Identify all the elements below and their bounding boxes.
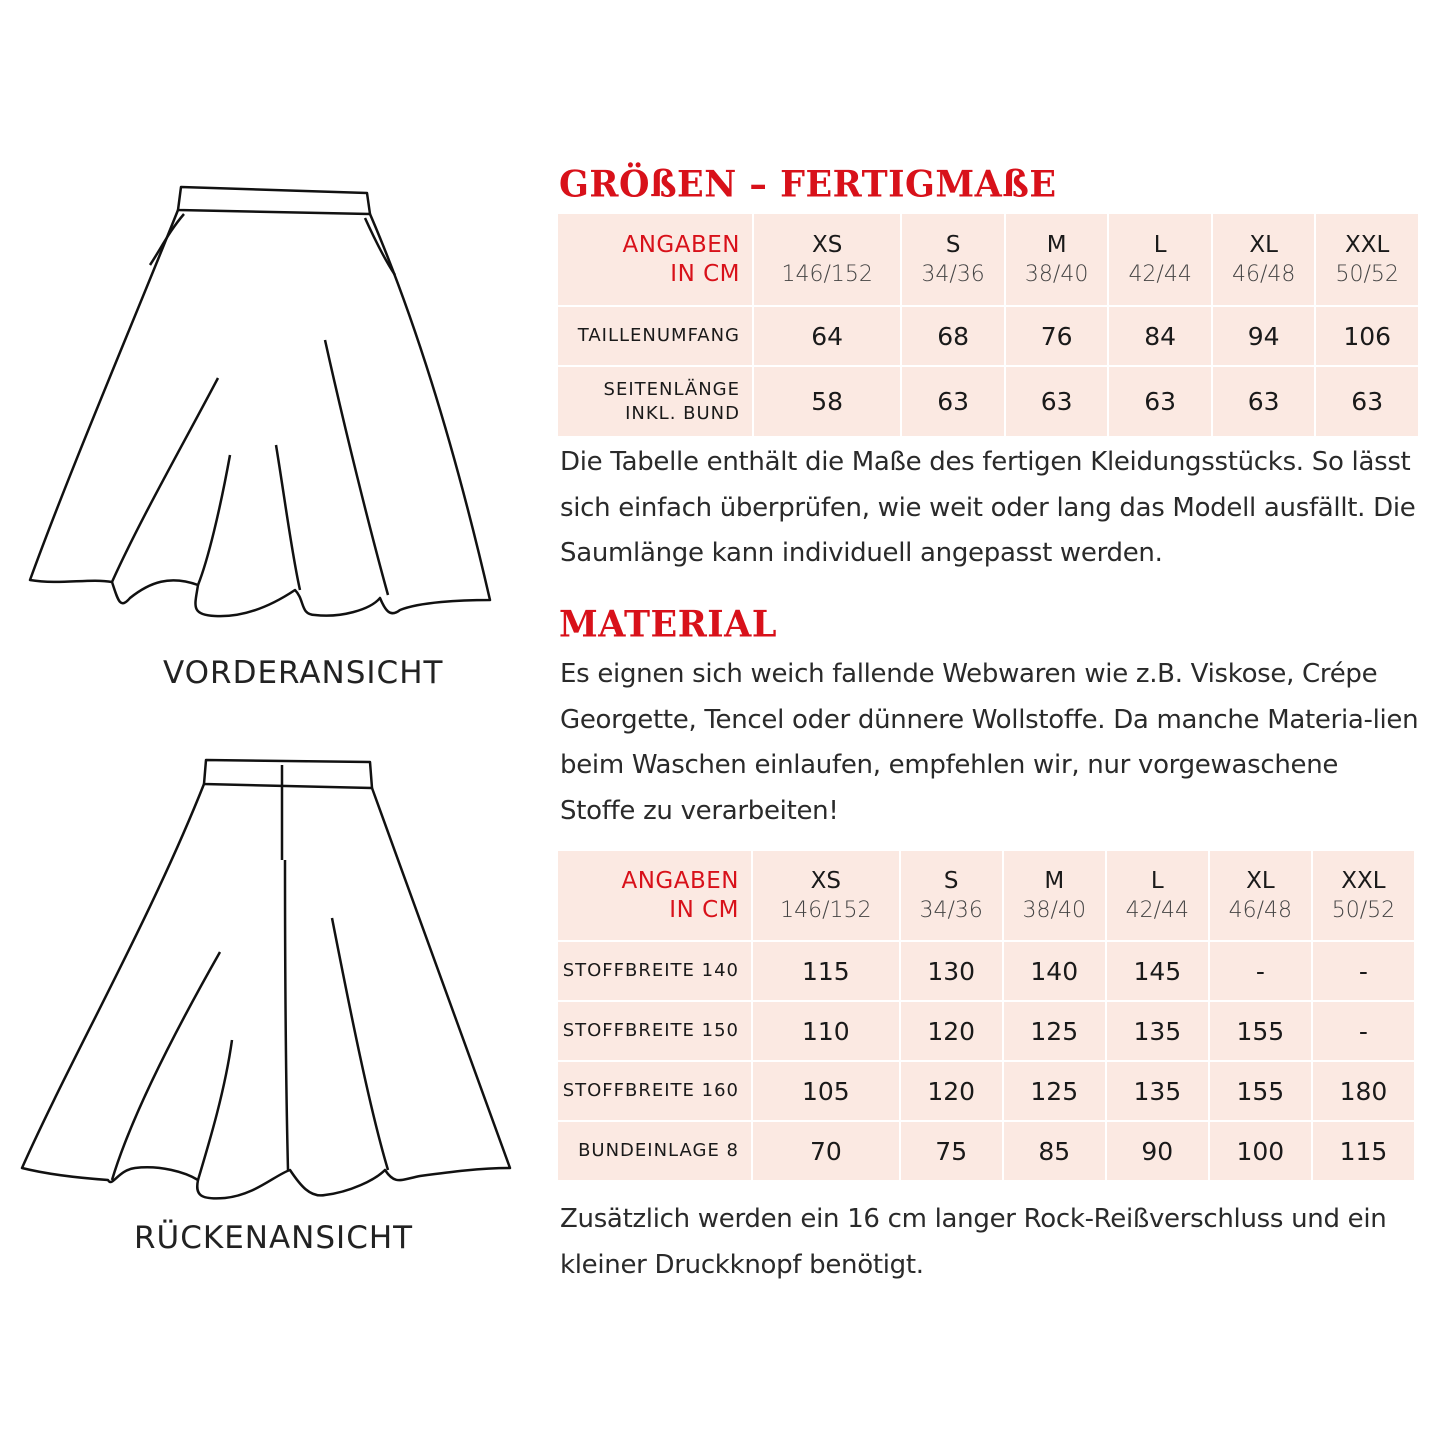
size-header <box>1107 851 1208 940</box>
skirt-front-illustration <box>0 170 520 630</box>
row-label: STOFFBREITE 140 <box>558 942 751 1000</box>
row-label <box>558 367 752 436</box>
size-range: 42/44 <box>1128 261 1192 287</box>
size-header <box>753 851 899 940</box>
size-range: 146/152 <box>781 261 873 287</box>
finished-measurements-table <box>556 212 1420 438</box>
material-note: Zusätzlich werden ein 16 cm langer Rock-Reißverschluss und ein kleiner Druckknopf benötigt. <box>560 1204 1387 1280</box>
cell: 64 <box>754 307 900 365</box>
size-range: 146/152 <box>780 897 872 923</box>
table-row <box>558 942 1414 1000</box>
row-label: STOFFBREITE 160 <box>558 1062 751 1120</box>
size-range: 50/52 <box>1331 897 1396 923</box>
skirt-back-illustration <box>0 740 520 1210</box>
cell: 76 <box>1006 307 1108 365</box>
cell: 140 <box>1004 942 1105 1000</box>
size-name: XL <box>1246 867 1275 894</box>
size-name: XXL <box>1341 867 1386 894</box>
cell: 63 <box>1316 367 1418 436</box>
back-view-caption: RÜCKENANSICHT <box>134 1220 414 1256</box>
cell: 110 <box>753 1002 899 1060</box>
size-name: L <box>1150 867 1164 894</box>
cell: 68 <box>902 307 1004 365</box>
size-range: 46/48 <box>1228 897 1293 923</box>
sizes-heading: GRÖßEN – FERTIGMAßE <box>559 162 1057 207</box>
size-name: XXL <box>1345 231 1390 258</box>
cell: 155 <box>1210 1062 1311 1120</box>
cell: 155 <box>1210 1002 1311 1060</box>
cell: 63 <box>902 367 1004 436</box>
units-label-line: IN CM <box>669 896 739 923</box>
table-row <box>558 1122 1414 1180</box>
size-range: 34/36 <box>921 261 985 287</box>
size-range: 50/52 <box>1335 261 1399 287</box>
cell: 63 <box>1213 367 1315 436</box>
table-row <box>558 307 1418 365</box>
size-header <box>1004 851 1105 940</box>
size-name: XL <box>1249 231 1278 258</box>
size-name: XS <box>812 231 843 258</box>
cell: 180 <box>1313 1062 1414 1120</box>
row-label-line: INKL. BUND <box>625 402 740 424</box>
cell: 125 <box>1004 1002 1105 1060</box>
size-name: L <box>1153 231 1167 258</box>
size-name: M <box>1044 867 1065 894</box>
cell: 94 <box>1213 307 1315 365</box>
row-label-line: SEITENLÄNGE <box>603 378 740 400</box>
cell: 85 <box>1004 1122 1105 1180</box>
size-header <box>754 214 900 305</box>
cell: 75 <box>901 1122 1002 1180</box>
units-label-line: ANGABEN <box>622 231 740 258</box>
table-row <box>558 367 1418 436</box>
cell: 105 <box>753 1062 899 1120</box>
cell: - <box>1210 942 1311 1000</box>
units-label <box>558 851 751 940</box>
cell: 145 <box>1107 942 1208 1000</box>
size-header <box>901 851 1002 940</box>
size-header <box>1213 214 1315 305</box>
cell: 120 <box>901 1062 1002 1120</box>
size-header <box>1210 851 1311 940</box>
size-header <box>1006 214 1108 305</box>
cell: 90 <box>1107 1122 1208 1180</box>
size-header <box>1313 851 1414 940</box>
cell: - <box>1313 942 1414 1000</box>
row-label: TAILLENUMFANG <box>558 307 752 365</box>
material-text: Es eignen sich weich fallende Webwaren wie z.B. Viskose, Crépe Georgette, Tencel oder dünnere Wollstoffe. Da manche Materia-lien beim Waschen einlaufen, empfehlen wir, nur vorgewaschene Stoffe zu verarbeiten! <box>560 659 1419 826</box>
units-label-line: ANGABEN <box>621 867 739 894</box>
table-row <box>558 1002 1414 1060</box>
units-label-line: IN CM <box>670 260 740 287</box>
table-header-row <box>558 214 1418 305</box>
cell: 63 <box>1109 367 1211 436</box>
cell: 70 <box>753 1122 899 1180</box>
size-name: S <box>945 231 961 258</box>
size-range: 38/40 <box>1022 897 1086 923</box>
size-range: 34/36 <box>919 897 983 923</box>
table-header-row <box>558 851 1414 940</box>
cell: 135 <box>1107 1062 1208 1120</box>
cell: 58 <box>754 367 900 436</box>
cell: - <box>1313 1002 1414 1060</box>
row-label: BUNDEINLAGE 8 <box>558 1122 751 1180</box>
cell: 100 <box>1210 1122 1311 1180</box>
cell: 130 <box>901 942 1002 1000</box>
cell: 63 <box>1006 367 1108 436</box>
size-name: M <box>1046 231 1067 258</box>
units-label <box>558 214 752 305</box>
size-name: XS <box>810 867 842 894</box>
size-header <box>1316 214 1418 305</box>
sizes-note: Die Tabelle enthält die Maße des fertigen Kleidungsstücks. So lässt sich einfach überprüfen, wie weit oder lang das Modell ausfällt. Die Saumlänge kann individuell angepasst werden. <box>560 447 1416 568</box>
size-header <box>902 214 1004 305</box>
material-heading: MATERIAL <box>559 602 777 647</box>
cell: 125 <box>1004 1062 1105 1120</box>
cell: 120 <box>901 1002 1002 1060</box>
row-label: STOFFBREITE 150 <box>558 1002 751 1060</box>
front-view-caption: VORDERANSICHT <box>163 655 444 691</box>
table-row <box>558 1062 1414 1120</box>
cell: 115 <box>1313 1122 1414 1180</box>
cell: 115 <box>753 942 899 1000</box>
size-name: S <box>943 867 959 894</box>
cell: 135 <box>1107 1002 1208 1060</box>
cell: 84 <box>1109 307 1211 365</box>
fabric-requirements-table <box>556 849 1416 1182</box>
size-range: 38/40 <box>1024 261 1089 287</box>
size-range: 42/44 <box>1125 897 1189 923</box>
size-range: 46/48 <box>1231 261 1296 287</box>
cell: 106 <box>1316 307 1418 365</box>
size-header <box>1109 214 1211 305</box>
